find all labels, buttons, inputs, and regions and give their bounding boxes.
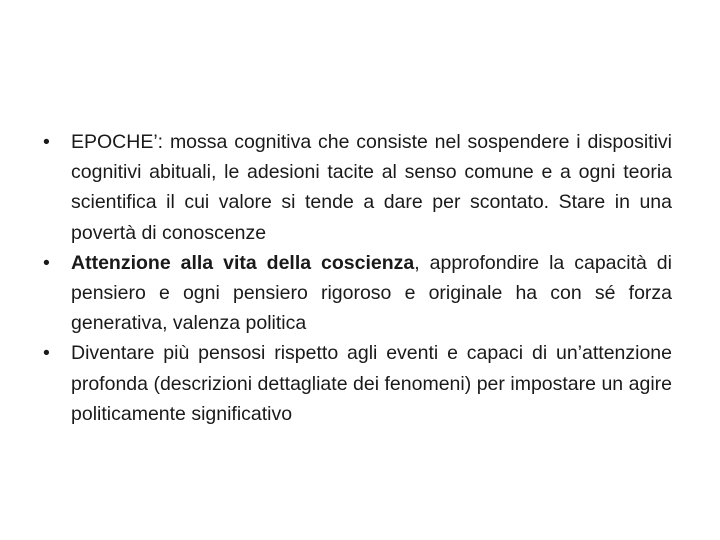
bullet-text: Diventare più pensosi rispetto agli eventi e capaci di un’attenzione profonda (descrizioni dettagliate dei fenomeni) per impostare un agire politicamente significativo bbox=[71, 342, 672, 425]
bullet-item-epoche bbox=[40, 127, 672, 248]
bullet-marker: • bbox=[43, 342, 50, 365]
bullet-text: EPOCHE’: mossa cognitiva che consiste nel sospendere i dispositivi cognitivi abituali, le adesioni tacite al senso comune e a ogni teoria scientifica il cui valore si tende a dare per scontato. Stare in una povertà di conoscenze bbox=[71, 131, 672, 244]
bullet-text: , approfondire la capacità di pensiero e ogni pensiero rigoroso e originale ha con sé forza generativa, valenza politica bbox=[71, 251, 672, 335]
bullet-marker: • bbox=[43, 131, 50, 153]
bullet-item-diventare bbox=[40, 338, 672, 429]
bullet-marker: • bbox=[43, 251, 50, 274]
bullet-list bbox=[40, 127, 672, 429]
bullet-item-attenzione bbox=[40, 248, 672, 339]
bullet-bold-text: Attenzione alla vita della coscienza bbox=[71, 251, 415, 274]
